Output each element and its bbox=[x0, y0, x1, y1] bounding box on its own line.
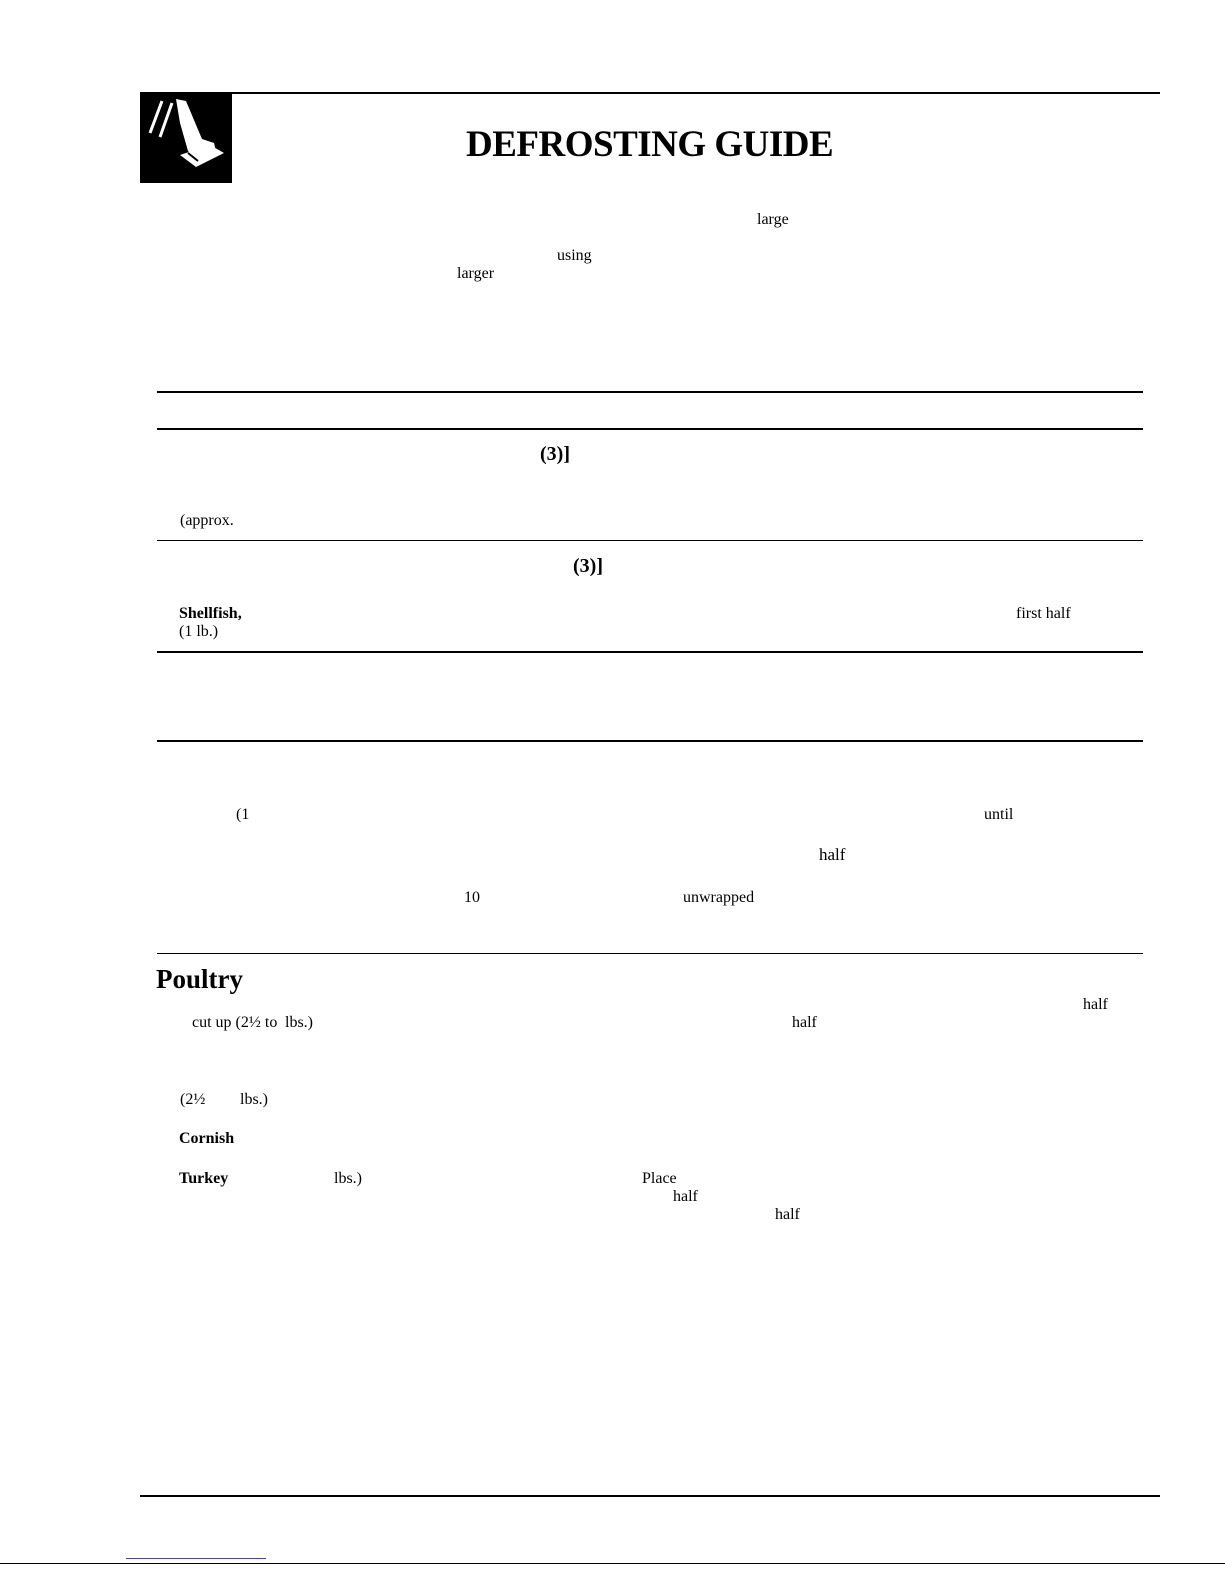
poultry-lbs-c: lbs.) bbox=[334, 1170, 362, 1187]
poultry-half-a: half bbox=[1083, 996, 1108, 1013]
poultry-two-half: (2½ bbox=[180, 1091, 206, 1108]
setting-label-2: (3)] bbox=[573, 555, 603, 577]
poultry-cornish-label: Cornish bbox=[179, 1130, 235, 1147]
poultry-cut-up-text: cut up (2½ to bbox=[192, 1014, 278, 1031]
footer-link-underline[interactable] bbox=[126, 1558, 266, 1559]
intro-word-large: large bbox=[757, 211, 789, 228]
poultry-lbs-a: lbs.) bbox=[285, 1014, 313, 1031]
intro-word-using: using bbox=[557, 247, 592, 264]
page-bottom-rule bbox=[0, 1563, 1225, 1564]
header-rule bbox=[140, 92, 1160, 94]
poultry-place-text: Place bbox=[642, 1170, 677, 1187]
approx-text: (approx. bbox=[180, 512, 234, 529]
half-text-1: half bbox=[819, 845, 846, 864]
first-half-text: first half bbox=[1016, 605, 1071, 622]
logo bbox=[140, 93, 232, 183]
poultry-lbs-b: lbs.) bbox=[240, 1091, 268, 1108]
row-divider-2 bbox=[157, 651, 1143, 653]
unwrapped-text: unwrapped bbox=[683, 889, 755, 906]
poultry-turkey-label: Turkey bbox=[179, 1170, 229, 1187]
ten-text: 10 bbox=[464, 889, 480, 906]
shellfish-label: Shellfish, bbox=[179, 605, 242, 622]
section-heading-poultry: Poultry bbox=[156, 964, 243, 994]
page-title: DEFROSTING GUIDE bbox=[466, 124, 834, 165]
setting-label-1: (3)] bbox=[540, 443, 570, 465]
row-divider-3 bbox=[157, 740, 1143, 742]
paren-one-text: (1 bbox=[236, 806, 250, 823]
poultry-half-d: half bbox=[775, 1206, 800, 1223]
row-divider-1 bbox=[157, 540, 1143, 541]
one-lb-text: (1 lb.) bbox=[179, 623, 219, 640]
intro-word-larger: larger bbox=[457, 265, 495, 282]
poultry-half-b: half bbox=[792, 1014, 817, 1031]
row-divider-4 bbox=[157, 953, 1143, 954]
poultry-half-c: half bbox=[673, 1188, 698, 1205]
table-top-rule bbox=[157, 391, 1143, 393]
until-text: until bbox=[984, 806, 1014, 823]
footer-rule bbox=[140, 1495, 1160, 1497]
table-header-rule bbox=[157, 428, 1143, 430]
hand-pressing-pad-icon bbox=[140, 93, 232, 183]
